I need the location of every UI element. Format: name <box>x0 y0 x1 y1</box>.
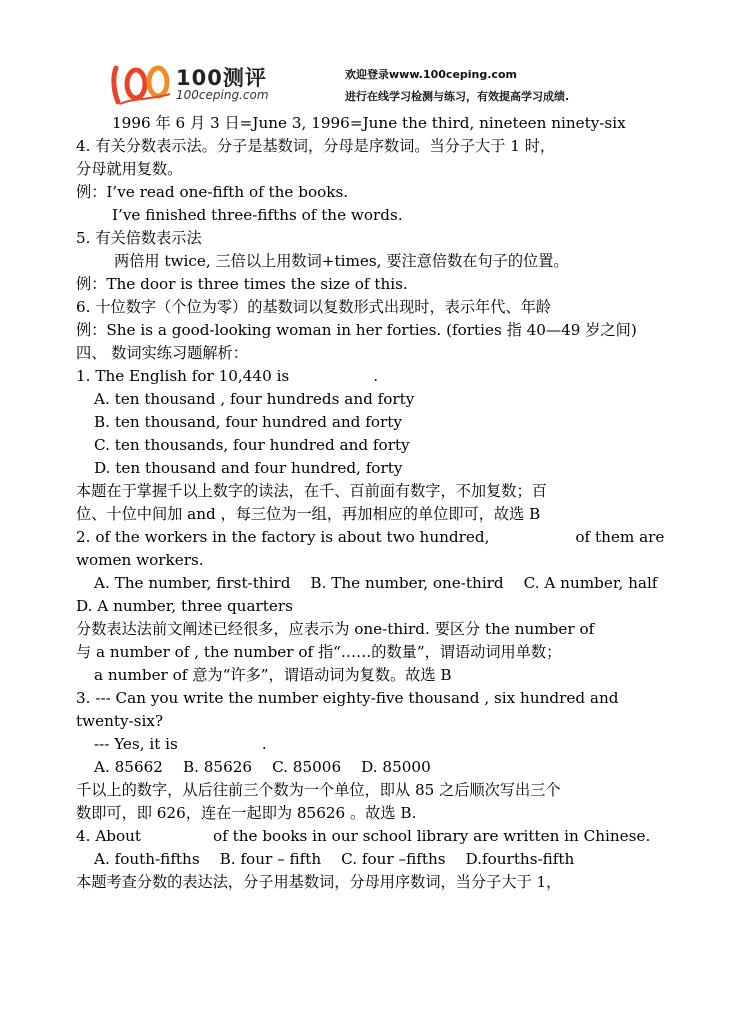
option: A. 85662 <box>94 758 163 776</box>
option: D.fourths-fifth <box>465 850 575 868</box>
option: B. four – fifth <box>219 850 322 868</box>
option: C. A number, half <box>523 574 658 592</box>
options-row <box>76 572 666 595</box>
section-heading: 四、 数词实练习题解析： <box>76 344 248 362</box>
option: A. fouth-fifths <box>94 850 200 868</box>
option: B. The number, one-third <box>310 574 504 592</box>
brand-url: 100ceping.com <box>176 88 269 102</box>
text-line: 与 a number of , the number of 指“……的数量”，谓语动词用单数； <box>76 643 562 661</box>
options-row <box>76 756 666 779</box>
question-text: 1. The English for 10,440 is <box>76 367 290 385</box>
brand-name: 100测评 <box>176 66 267 90</box>
text-line: twenty-six? <box>76 712 164 730</box>
document-body <box>76 112 666 894</box>
text-line: 例：She is a good-looking woman in her forties. (forties 指 40—49 岁之间) <box>76 321 637 339</box>
text-line: 分母就用复数。 <box>76 160 183 178</box>
text-line: 数即可，即 626，连在一起即为 85626 。故选 B. <box>76 804 417 822</box>
text-line: 例：The door is three times the size of this. <box>76 275 408 293</box>
question-3: 3. --- Can you write the number eighty-five thousand , six hundred and <box>76 689 619 707</box>
text-line: 例：I’ve read one-fifth of the books. <box>76 183 349 201</box>
question-1: 1. The English for 10,440 is . <box>76 367 379 385</box>
text-line: a number of 意为“许多”，谓语动词为复数。故选 B <box>94 666 452 684</box>
option-line: D. A number, three quarters <box>76 597 293 615</box>
option: B. 85626 <box>182 758 253 776</box>
answer-text: --- Yes, it is <box>94 735 178 753</box>
question-text: of them are <box>575 528 665 546</box>
text-line: 位、十位中间加 and ，每三位为一组，再加相应的单位即可，故选 B <box>76 505 541 523</box>
answer-line: --- Yes, it is . <box>94 735 267 753</box>
question-4 <box>76 825 666 848</box>
option-line: C. ten thousands, four hundred and forty <box>94 436 410 454</box>
question-text: 4. About <box>76 827 142 845</box>
options-row <box>76 848 666 871</box>
text-line: I’ve finished three-fifths of the words. <box>112 206 403 224</box>
header-tagline-1: 欢迎登录www.100ceping.com <box>345 68 517 81</box>
option: A. The number, first-third <box>94 574 291 592</box>
page-header <box>110 58 670 110</box>
text-line: 分数表达法前文阐述已经很多，应表示为 one-third. 要区分 the number of <box>76 620 595 638</box>
question-text: 2. of the workers in the factory is about two hundred, <box>76 528 490 546</box>
option-line: B. ten thousand, four hundred and forty <box>94 413 402 431</box>
text-line: women workers. <box>76 551 204 569</box>
text-line: 本题在于掌握千以上数字的读法，在千、百前面有数字，不加复数；百 <box>76 482 547 500</box>
logo-100-icon <box>110 58 174 108</box>
text-line: 1996 年 6 月 3 日=June 3, 1996=June the third, nineteen ninety-six <box>112 114 626 132</box>
option: C. 85006 <box>272 758 342 776</box>
text-line: 千以上的数字，从后往前三个数为一个单位，即从 85 之后顺次写出三个 <box>76 781 561 799</box>
option-line: A. ten thousand , four hundreds and forty <box>94 390 415 408</box>
text-line: 5. 有关倍数表示法 <box>76 229 202 247</box>
text-line: 两倍用 twice, 三倍以上用数词+times, 要注意倍数在句子的位置。 <box>114 252 569 270</box>
question-text: of the books in our school library are written in Chinese. <box>213 827 651 845</box>
option: C. four –fifths <box>341 850 446 868</box>
text-line: 6. 十位数字（个位为零）的基数词以复数形式出现时，表示年代、年龄 <box>76 298 551 316</box>
question-2 <box>76 526 666 549</box>
text-line: 4. 有关分数表示法。分子是基数词，分母是序数词。当分子大于 1 时， <box>76 137 556 155</box>
option: D. 85000 <box>361 758 431 776</box>
option-line: D. ten thousand and four hundred, forty <box>94 459 403 477</box>
text-line: 本题考查分数的表达法，分子用基数词，分母用序数词，当分子大于 1， <box>76 873 562 891</box>
header-tagline-2: 进行在线学习检测与练习，有效提高学习成绩. <box>345 90 570 103</box>
